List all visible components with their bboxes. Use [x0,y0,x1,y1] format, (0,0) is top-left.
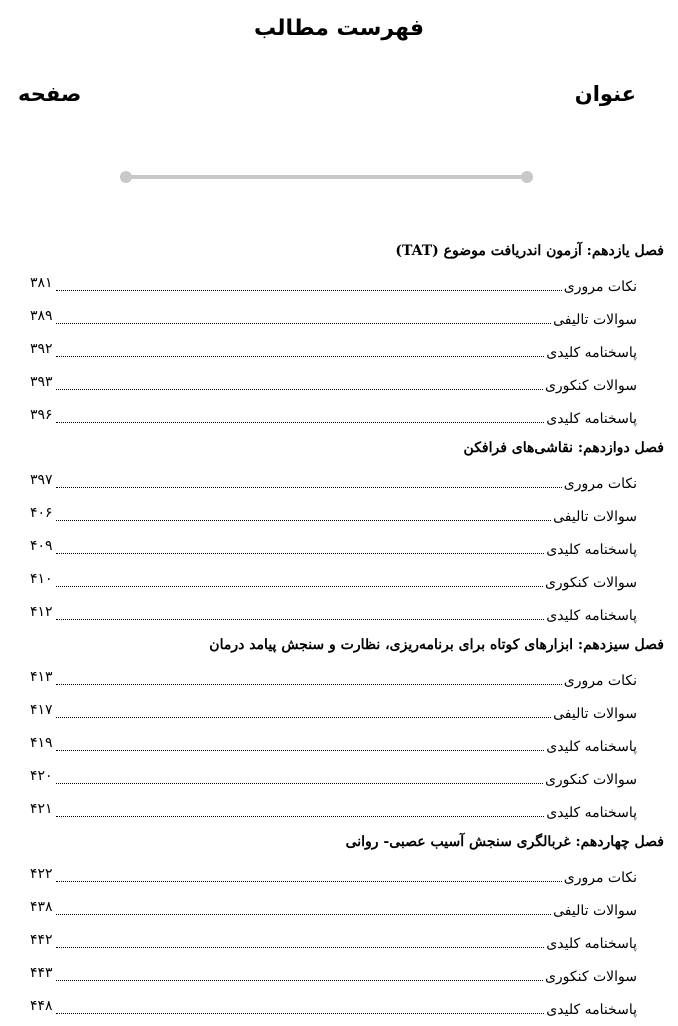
page-title: فهرست مطالب [253,16,425,41]
toc-entry-page-number: ۳۹۲ [30,341,53,357]
chapter-title[interactable]: فصل یازدهم: آزمون اندریافت موضوع (TAT) [395,243,664,259]
toc-entry[interactable] [30,730,664,763]
toc-entry-label: پاسخنامه کلیدی [546,1002,637,1018]
toc-entry-label: نکات مروری [563,870,637,886]
toc-entry-label: سوالات تالیفی [553,903,637,919]
toc-entry[interactable] [30,763,664,796]
dot-leader [56,487,562,488]
toc-entry[interactable] [30,927,664,960]
toc-entry-page-number: ۴۴۸ [30,998,53,1014]
column-header-title: عنوان [574,82,636,106]
dot-leader [56,422,544,423]
dot-leader [56,947,544,948]
dot-leader [56,684,562,685]
toc-entry-label: نکات مروری [563,673,637,689]
chapter-title[interactable]: فصل دوازدهم: نقاشی‌های فرافکن [463,440,664,456]
toc-entry[interactable] [30,599,664,632]
toc-entry-page-number: ۴۰۹ [30,538,53,554]
toc-entry[interactable] [30,467,664,500]
toc-entry-page-number: ۴۱۷ [30,702,53,718]
toc-entry[interactable] [30,993,664,1026]
toc-entry[interactable] [30,697,664,730]
toc-entry-label: پاسخنامه کلیدی [546,608,637,624]
toc-entry[interactable] [30,500,664,533]
dot-leader [56,717,551,718]
table-of-contents [30,238,664,1026]
toc-entry[interactable] [30,303,664,336]
toc-entry-page-number: ۳۹۶ [30,407,53,423]
dot-leader [56,1013,544,1014]
column-header-page: صفحه [18,82,82,106]
toc-entry-label: سوالات کنکوری [544,378,637,394]
toc-entry-page-number: ۴۱۲ [30,604,53,620]
divider-dot-left [120,171,132,183]
toc-entry[interactable] [30,664,664,697]
toc-entry-page-number: ۴۴۲ [30,932,53,948]
toc-entry-page-number: ۴۰۶ [30,505,53,521]
dot-leader [56,290,562,291]
toc-entry[interactable] [30,369,664,402]
toc-entry[interactable] [30,270,664,303]
dot-leader [56,389,543,390]
dot-leader [56,750,544,751]
toc-entry-label: سوالات تالیفی [553,706,637,722]
toc-entry-page-number: ۳۹۷ [30,472,53,488]
chapter-title[interactable]: فصل سیزدهم: ابزارهای کوتاه برای برنامه‌ریزی، نظارت و سنجش پیامد درمان [209,637,664,653]
toc-entry-page-number: ۴۲۰ [30,768,53,784]
dot-leader [56,816,544,817]
toc-entry[interactable] [30,960,664,993]
toc-entry-page-number: ۳۸۱ [30,275,53,291]
dot-leader [56,980,543,981]
dot-leader [56,553,544,554]
toc-entry[interactable] [30,566,664,599]
toc-entry-label: سوالات کنکوری [544,969,637,985]
toc-entry-label: سوالات کنکوری [544,575,637,591]
toc-entry-label: سوالات کنکوری [544,772,637,788]
toc-entry[interactable] [30,861,664,894]
dot-leader [56,520,551,521]
toc-entry-label: پاسخنامه کلیدی [546,936,637,952]
dot-leader [56,914,551,915]
dot-leader [56,783,543,784]
toc-entry-page-number: ۴۴۳ [30,965,53,981]
toc-entry-label: پاسخنامه کلیدی [546,805,637,821]
toc-entry-page-number: ۴۲۲ [30,866,53,882]
toc-entry-page-number: ۴۳۸ [30,899,53,915]
toc-entry-label: پاسخنامه کلیدی [546,345,637,361]
toc-entry[interactable] [30,894,664,927]
toc-entry-page-number: ۴۱۳ [30,669,53,685]
toc-entry-label: سوالات تالیفی [553,312,637,328]
toc-entry-label: نکات مروری [563,279,637,295]
toc-entry-page-number: ۴۱۰ [30,571,53,587]
divider-dot-right [521,171,533,183]
chapter-title[interactable]: فصل چهاردهم: غربالگری سنجش آسیب عصبی- روانی [345,834,664,850]
toc-entry-page-number: ۳۸۹ [30,308,53,324]
toc-entry[interactable] [30,533,664,566]
dot-leader [56,619,544,620]
divider-line [125,175,528,179]
toc-entry-page-number: ۴۲۱ [30,801,53,817]
dot-leader [56,323,551,324]
toc-entry-label: پاسخنامه کلیدی [546,542,637,558]
toc-entry[interactable] [30,336,664,369]
toc-entry-label: پاسخنامه کلیدی [546,739,637,755]
toc-entry-label: سوالات تالیفی [553,509,637,525]
toc-entry-page-number: ۴۱۹ [30,735,53,751]
toc-entry[interactable] [30,402,664,435]
dot-leader [56,586,543,587]
dot-leader [56,881,562,882]
toc-entry-label: پاسخنامه کلیدی [546,411,637,427]
decorative-divider [120,171,533,183]
toc-entry-label: نکات مروری [563,476,637,492]
toc-entry-page-number: ۳۹۳ [30,374,53,390]
toc-entry[interactable] [30,796,664,829]
dot-leader [56,356,544,357]
